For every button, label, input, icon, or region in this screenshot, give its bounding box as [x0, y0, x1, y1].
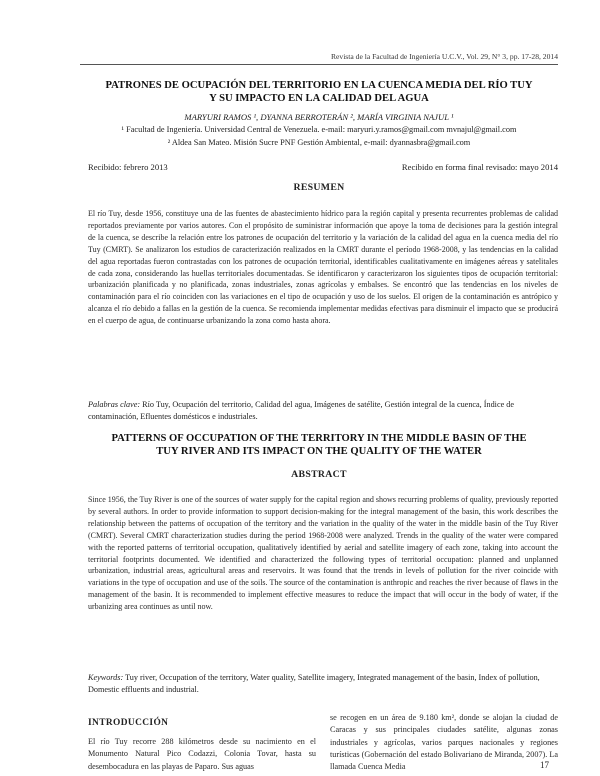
affiliation-2: ² Aldea San Mateo. Misión Sucre PNF Gestión Ambiental, e-mail: dyannasbra@gmail.com — [167, 138, 471, 147]
abstract-text: Since 1956, the Tuy River is one of the sources of water supply for the capital region and shows recurring problems of quality, previously reported by several authors. In order to provide information to support decision-making for the integral management of the basin, this work describes the relationship between the patterns of occupation of the territory and the variation in the quality of the water in the middle basin of the Tuy River (CMRT). Several CMRT characterization studies during the period 1968-2008 were analyzed. Trends in the quality of the water were compared with the reported patterns of territorial occupation, qualitatively identified by aerial and satellite imagery of each zone, taking into account the territorial footprints documented. We identified and characterized the following types of territorial occupation: planned and unplanned urbanization, industrial areas, agricultural areas and reservoirs. It was found that the trends in levels of pollution for the river coincide with variations in the type of occupation and use of the soils. The source of the contamination is anthropic and reaches the river because of flaws in the management of the basin. It is recommended to implement effective measures to reduce the impact that will occur in the body of water, if the urbanizing area continues as until now. — [88, 495, 558, 612]
page-number: 17 — [540, 760, 549, 770]
keywords-label-es: Palabras clave: — [88, 400, 141, 409]
title-es-line-1: PATRONES DE OCUPACIÓN DEL TERRITORIO EN LA CUENCA MEDIA DEL RÍO TUY — [105, 80, 533, 91]
title-en-line-2: TUY RIVER AND ITS IMPACT ON THE QUALITY OF THE WATER — [156, 445, 482, 457]
intro-heading: INTRODUCCIÓN — [88, 718, 169, 728]
title-es-line-2: Y SU IMPACTO EN LA CALIDAD DEL AGUA — [209, 92, 429, 104]
running-header: Revista de la Facultad de Ingeniería U.C.V., Vol. 29, N° 3, pp. 17-28, 2014 — [330, 52, 558, 61]
resumen-keywords — [88, 399, 558, 423]
title-en — [80, 433, 558, 458]
header-rule — [80, 64, 558, 65]
authors: MARYURI RAMOS ¹, DYANNA BERROTERÁN ², MARÍA VIRGINIA NAJUL ¹ — [184, 112, 454, 122]
resumen-heading: RESUMEN — [293, 182, 345, 193]
abstract-heading: ABSTRACT — [291, 469, 347, 480]
resumen-text: El río Tuy, desde 1956, constituye una de las fuentes de abastecimiento hídrico para la región capital y presenta recurrentes problemas de calidad reportados previamente por varios autores. Con el propósito de suministrar información que apoye la toma de decisiones para la gestión integral de la cuenca, se describe la relación entre los patrones de ocupación del territorio y la variación de la calidad del agua en la cuenca media del río Tuy (CMRT). Se analizaron los estudios de caracterización realizados en la CMRT durante el período 1968-2008, y las tendencias en la calidad del agua reportadas fueron contrastadas con los patrones de ocupación territorial, identificables cualitativamente en imágenes aéreas y satelitales de cada zona, considerando las huellas territoriales documentadas. Se identificaron y caracterizaron los siguientes tipos de ocupación territorial: urbanización planificada y no planificada, zonas industriales, zonas agrícolas y embalses. Se encontró que las tendencias en los niveles de contaminación para el río coinciden con las variaciones en el tipo de ocupación y uso de los suelos. El origen de la contaminación es antrópico y alcanza el río debido a fallas en la gestión de la cuenca. Se recomienda implementar medidas efectivas para disminuir el impacto que se producirá en el cuerpo de agua, de continuarse urbanizando la zona como hasta ahora. — [88, 209, 558, 326]
intro-right-column: se recogen en un área de 9.180 km², donde se alojan la ciudad de Caracas y sus principales ciudades satélite, algunas zonas industriales y agrícolas, varios parques nacionales y regiones turísticas (Gobernación del estado Bolivariano de Miranda, 2007). La llamada Cuenca Media — [330, 713, 558, 772]
keywords-label-en: Keywords: — [88, 673, 124, 682]
date-revised: Recibido en forma final revisado: mayo 2014 — [401, 162, 558, 172]
date-received: Recibido: febrero 2013 — [88, 162, 168, 172]
title-en-line-1: PATTERNS OF OCCUPATION OF THE TERRITORY IN THE MIDDLE BASIN OF THE — [111, 433, 527, 444]
abstract-keywords — [88, 672, 558, 696]
keywords-en: Tuy river, Occupation of the territory, Water quality, Satellite imagery, Integrated management of the basin, Index of pollution, Domestic effluents and industrial. — [88, 673, 540, 694]
title-es — [80, 80, 558, 105]
affiliation-1: ¹ Facultad de Ingeniería. Universidad Central de Venezuela. e-mail: maryuri.y.ramos@gmail.com mvnajul@gmail.com — [121, 125, 517, 134]
keywords-es: Río Tuy, Ocupación del territorio, Calidad del agua, Imágenes de satélite, Gestión integral de la cuenca, Índice de contaminación, Efluentes domésticos e industriales. — [88, 400, 515, 421]
intro-left-column: El río Tuy recorre 288 kilómetros desde su nacimiento en el Monumento Natural Pico Codazzi, Colonia Tovar, hasta su desembocadura en las playas de Paparo. Sus aguas — [88, 737, 316, 771]
